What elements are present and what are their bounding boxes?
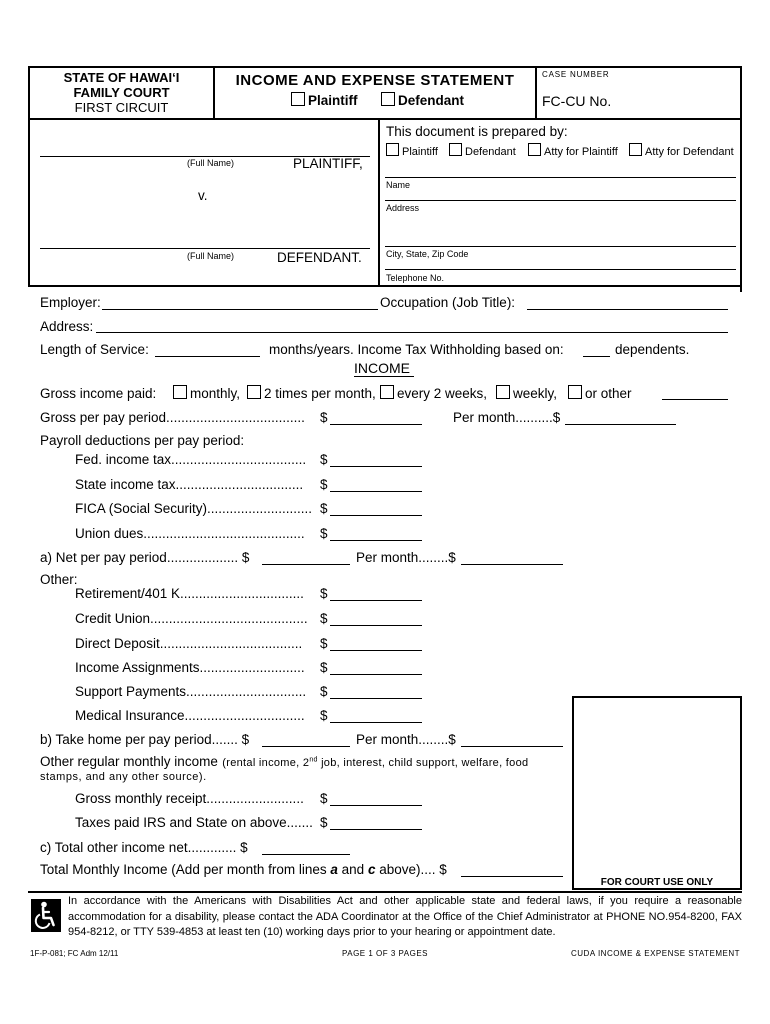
length-of-service-field[interactable]	[155, 356, 260, 357]
direct-deposit-label: Direct Deposit......................................	[75, 636, 303, 651]
fica-label: FICA (Social Security)............................	[75, 501, 313, 516]
freq-every-2-weeks-checkbox[interactable]	[380, 385, 394, 399]
fed-tax-dollar: $	[320, 452, 328, 467]
take-home-field[interactable]	[262, 746, 350, 747]
take-home-label: b) Take home per pay period....... $	[40, 732, 250, 747]
retirement-label: Retirement/401 K.................................	[75, 586, 304, 601]
direct-deposit-dollar: $	[320, 636, 328, 651]
defendant-name-line[interactable]	[40, 248, 370, 249]
prep-option-atty-defendant[interactable]: Atty for Defendant	[629, 143, 734, 158]
gross-per-period-label: Gross per pay period.....................................	[40, 410, 305, 425]
income-heading: INCOME	[354, 360, 410, 376]
total-monthly-label: Total Monthly Income (Add per month from lines a and c above).... $	[40, 862, 447, 877]
taxes-paid-dollar: $	[320, 815, 328, 830]
dependents-label: dependents.	[615, 342, 690, 357]
versus-label: v.	[198, 188, 208, 203]
party-plaintiff-option[interactable]	[291, 92, 358, 108]
circuit-name: FIRST CIRCUIT	[74, 100, 169, 115]
city-line[interactable]	[385, 246, 736, 247]
address-line[interactable]	[385, 200, 736, 201]
retirement-field[interactable]	[330, 600, 422, 601]
fed-tax-label: Fed. income tax....................................	[75, 452, 307, 467]
fica-field[interactable]	[330, 515, 422, 516]
gross-per-month-label: Per month..........$	[453, 410, 561, 425]
plaintiff-label: Plaintiff	[308, 93, 358, 108]
net-per-period-field[interactable]	[262, 564, 350, 565]
form-title: INCOME AND EXPENSE STATEMENT	[235, 72, 515, 89]
freq-monthly[interactable]: monthly,	[173, 385, 240, 401]
prepared-by-label: This document is prepared by:	[386, 124, 568, 139]
plaintiff-checkbox[interactable]	[291, 92, 305, 106]
fed-tax-field[interactable]	[330, 466, 422, 467]
union-dues-label: Union dues...........................................	[75, 526, 305, 541]
telephone-label: Telephone No.	[386, 273, 445, 283]
telephone-line[interactable]	[385, 269, 736, 270]
employer-label: Employer:	[40, 295, 101, 310]
freq-weekly[interactable]: weekly,	[496, 385, 557, 401]
freq-every-2-weeks[interactable]: every 2 weeks,	[380, 385, 487, 401]
freq-other-field[interactable]	[662, 399, 728, 400]
income-assignments-dollar: $	[320, 660, 328, 675]
name-label: Name	[386, 180, 411, 190]
employer-address-field[interactable]	[96, 332, 728, 333]
gross-per-month-field[interactable]	[565, 424, 676, 425]
defendant-label: Defendant	[398, 93, 465, 108]
defendant-checkbox[interactable]	[381, 92, 395, 106]
gross-receipt-field[interactable]	[330, 805, 422, 806]
net-per-month-label: Per month........$	[356, 550, 456, 565]
freq-2x-month-checkbox[interactable]	[247, 385, 261, 399]
ada-notice: In accordance with the Americans with Disabilities Act and other applicable state and federal laws, if you require a reasonable accommodation for a disability, please contact the ADA Coordinator at the Office of the Chief Administrator at PHONE NO.954-8200, FAX 954-8212, or TTY 539-4853 at least ten (10) working days prior to your hearing or appointment date.	[68, 895, 742, 938]
payroll-deductions-label: Payroll deductions per pay period:	[40, 433, 245, 448]
medical-insurance-label: Medical Insurance................................	[75, 708, 305, 723]
page-number: PAGE 1 OF 3 PAGES	[342, 949, 429, 958]
document-name: CUDA INCOME & EXPENSE STATEMENT	[571, 949, 741, 958]
income-assignments-field[interactable]	[330, 674, 422, 675]
net-per-month-field[interactable]	[461, 564, 563, 565]
gross-per-period-field[interactable]	[330, 424, 422, 425]
footer-top-rule	[28, 891, 742, 893]
support-payments-field[interactable]	[330, 698, 422, 699]
total-other-label: c) Total other income net............. $	[40, 840, 248, 855]
header-divider-2	[535, 66, 537, 120]
credit-union-field[interactable]	[330, 625, 422, 626]
freq-2x-month[interactable]: 2 times per month,	[247, 385, 376, 401]
income-assignments-label: Income Assignments............................	[75, 660, 305, 675]
union-dues-dollar: $	[320, 526, 328, 541]
state-tax-field[interactable]	[330, 491, 422, 492]
caption-bottom	[28, 285, 742, 287]
defendant-full-name-label: (Full Name)	[187, 251, 235, 261]
state-tax-label: State income tax..................................	[75, 477, 304, 492]
form-id: 1F-P-081; FC Adm 12/11	[30, 949, 119, 958]
medical-insurance-dollar: $	[320, 708, 328, 723]
prep-option-atty-plaintiff[interactable]: Atty for Plaintiff	[528, 143, 618, 158]
occupation-label: Occupation (Job Title):	[380, 295, 516, 310]
net-per-period-label: a) Net per pay period................... $	[40, 550, 250, 565]
prep-atty-defendant-checkbox[interactable]	[629, 143, 642, 156]
medical-insurance-field[interactable]	[330, 722, 422, 723]
support-payments-dollar: $	[320, 684, 328, 699]
union-dues-field[interactable]	[330, 540, 422, 541]
total-monthly-field[interactable]	[461, 876, 563, 877]
total-other-field[interactable]	[262, 854, 350, 855]
court-name: FAMILY COURT	[73, 85, 170, 100]
court-use-box	[572, 696, 742, 890]
direct-deposit-field[interactable]	[330, 650, 422, 651]
support-payments-label: Support Payments................................	[75, 684, 307, 699]
gross-receipt-label: Gross monthly receipt..........................	[75, 791, 304, 806]
gross-receipt-dollar: $	[320, 791, 328, 806]
employer-address-label: Address:	[40, 319, 94, 334]
income-heading-underline	[354, 376, 414, 377]
freq-other[interactable]: or other	[568, 385, 632, 401]
court-use-label: FOR COURT USE ONLY	[600, 877, 714, 888]
defendant-caption-label: DEFENDANT.	[277, 250, 362, 265]
caption-left-border	[28, 120, 30, 286]
dependents-field[interactable]	[583, 356, 610, 357]
freq-monthly-checkbox[interactable]	[173, 385, 187, 399]
freq-weekly-checkbox[interactable]	[496, 385, 510, 399]
other-regular-income-line1: Other regular monthly income (rental income, 2nd job, interest, child support, welfare, food	[40, 754, 529, 769]
plaintiff-caption-label: PLAINTIFF,	[293, 156, 363, 171]
retirement-dollar: $	[320, 586, 328, 601]
gross-per-period-dollar: $	[320, 410, 328, 425]
employer-field[interactable]	[102, 309, 378, 310]
fica-dollar: $	[320, 501, 328, 516]
prep-atty-plaintiff-checkbox[interactable]	[528, 143, 541, 156]
caption-divider	[378, 120, 380, 286]
party-defendant-option[interactable]	[381, 92, 464, 108]
credit-union-label: Credit Union..........................................	[75, 611, 308, 626]
prep-option-defendant[interactable]: Defendant	[449, 143, 516, 158]
caption-right-border	[740, 120, 742, 292]
state-name: STATE OF HAWAI‘I	[63, 70, 180, 85]
city-label: City, State, Zip Code	[386, 249, 469, 259]
freq-other-checkbox[interactable]	[568, 385, 582, 399]
taxes-paid-label: Taxes paid IRS and State on above.......	[75, 815, 313, 830]
take-home-per-month-label: Per month........$	[356, 732, 456, 747]
case-number-field[interactable]: FC-CU No.	[542, 93, 612, 109]
credit-union-dollar: $	[320, 611, 328, 626]
prep-defendant-checkbox[interactable]	[449, 143, 462, 156]
withholding-label: months/years. Income Tax Withholding based on:	[269, 342, 564, 357]
length-of-service-label: Length of Service:	[40, 342, 149, 357]
name-line[interactable]	[385, 177, 736, 178]
other-label: Other:	[40, 572, 78, 587]
prep-option-plaintiff[interactable]: Plaintiff	[386, 143, 438, 158]
taxes-paid-field[interactable]	[330, 829, 422, 830]
plaintiff-full-name-label: (Full Name)	[187, 158, 235, 168]
occupation-field[interactable]	[527, 309, 728, 310]
other-regular-income-line2: stamps, and any other source).	[40, 771, 207, 783]
address-label: Address	[386, 203, 420, 213]
accessibility-icon	[31, 899, 61, 932]
case-number-label: CASE NUMBER	[542, 70, 610, 79]
take-home-per-month-field[interactable]	[461, 746, 563, 747]
prep-plaintiff-checkbox[interactable]	[386, 143, 399, 156]
state-tax-dollar: $	[320, 477, 328, 492]
gross-paid-label: Gross income paid:	[40, 386, 157, 401]
